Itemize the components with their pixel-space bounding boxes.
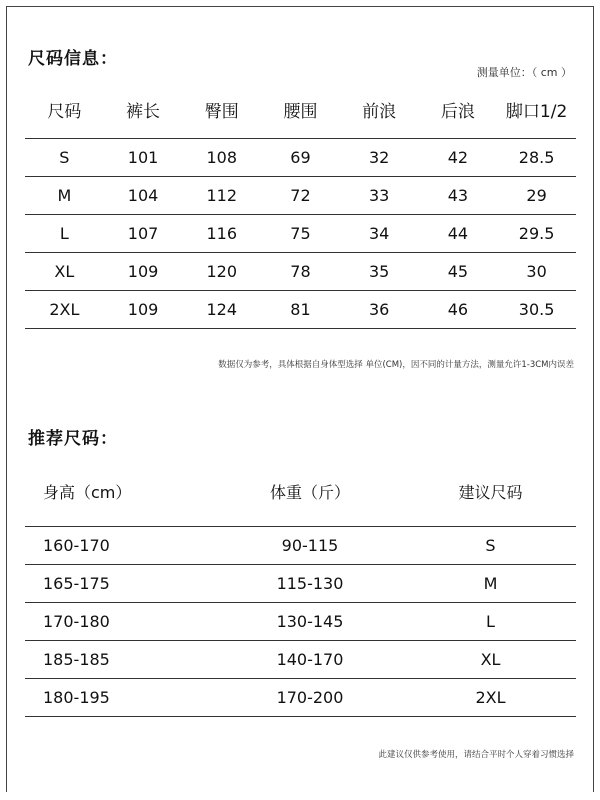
size-table-header xyxy=(25,80,576,139)
table-cell: 36 xyxy=(340,291,419,329)
table-row xyxy=(25,679,576,717)
table-cell: L xyxy=(405,603,576,641)
table-cell: XL xyxy=(25,253,104,291)
table-cell: 109 xyxy=(104,291,183,329)
table-cell: 185-185 xyxy=(25,641,215,679)
table-cell: 124 xyxy=(182,291,261,329)
table-cell: 2XL xyxy=(25,291,104,329)
header-hip: 臀围 xyxy=(182,80,261,139)
unit-note: 测量单位：（ cm ） xyxy=(476,66,572,79)
header-suggested-size: 建议尺码 xyxy=(405,456,576,527)
header-pants-length: 裤长 xyxy=(104,80,183,139)
table-cell: 2XL xyxy=(405,679,576,717)
table-cell: 180-195 xyxy=(25,679,215,717)
table-cell: 69 xyxy=(261,139,340,177)
table-cell: 72 xyxy=(261,177,340,215)
table-cell: 29.5 xyxy=(497,215,576,253)
table-cell: S xyxy=(405,527,576,565)
table-cell: 101 xyxy=(104,139,183,177)
header-front-rise: 前浪 xyxy=(340,80,419,139)
table-cell: 115-130 xyxy=(215,565,405,603)
table-cell: 90-115 xyxy=(215,527,405,565)
table-row xyxy=(25,603,576,641)
size-table xyxy=(25,80,576,329)
recommend-disclaimer: 此建议仅供参考使用，请结合平时个人穿着习惯选择 xyxy=(378,750,574,760)
table-cell: 108 xyxy=(182,139,261,177)
table-row xyxy=(25,215,576,253)
table-cell: 160-170 xyxy=(25,527,215,565)
table-cell: 30 xyxy=(497,253,576,291)
table-cell: 112 xyxy=(182,177,261,215)
table-cell: 34 xyxy=(340,215,419,253)
table-row xyxy=(25,565,576,603)
table-cell: 46 xyxy=(419,291,498,329)
table-cell: 28.5 xyxy=(497,139,576,177)
table-cell: 78 xyxy=(261,253,340,291)
recommend-title: 推荐尺码： xyxy=(28,429,118,449)
table-row xyxy=(25,641,576,679)
table-cell: 42 xyxy=(419,139,498,177)
table-cell: 35 xyxy=(340,253,419,291)
table-cell: 44 xyxy=(419,215,498,253)
table-cell: 170-200 xyxy=(215,679,405,717)
table-cell: 104 xyxy=(104,177,183,215)
table-row xyxy=(25,253,576,291)
size-disclaimer: 数据仅为参考，具体根据自身体型选择 单位(CM)，因不同的计量方法，测量允许1-3CM内误差 xyxy=(218,360,574,370)
table-cell: 109 xyxy=(104,253,183,291)
table-cell: 75 xyxy=(261,215,340,253)
table-cell: 140-170 xyxy=(215,641,405,679)
table-cell: 116 xyxy=(182,215,261,253)
header-back-rise: 后浪 xyxy=(419,80,498,139)
table-cell: 81 xyxy=(261,291,340,329)
table-cell: 43 xyxy=(419,177,498,215)
table-row xyxy=(25,139,576,177)
table-row xyxy=(25,177,576,215)
table-cell: 33 xyxy=(340,177,419,215)
header-height: 身高（cm） xyxy=(25,456,215,527)
header-waist: 腰围 xyxy=(261,80,340,139)
recommend-table-header xyxy=(25,456,576,527)
table-cell: 45 xyxy=(419,253,498,291)
table-cell: 130-145 xyxy=(215,603,405,641)
table-row xyxy=(25,527,576,565)
table-cell: 29 xyxy=(497,177,576,215)
header-weight: 体重（斤） xyxy=(215,456,405,527)
table-cell: 30.5 xyxy=(497,291,576,329)
table-cell: 120 xyxy=(182,253,261,291)
table-cell: M xyxy=(405,565,576,603)
table-cell: XL xyxy=(405,641,576,679)
table-cell: L xyxy=(25,215,104,253)
header-size: 尺码 xyxy=(25,80,104,139)
table-cell: 32 xyxy=(340,139,419,177)
header-leg-opening: 脚口1/2 xyxy=(497,80,576,139)
recommend-table xyxy=(25,456,576,717)
table-cell: S xyxy=(25,139,104,177)
table-cell: 165-175 xyxy=(25,565,215,603)
table-cell: 107 xyxy=(104,215,183,253)
table-cell: 170-180 xyxy=(25,603,215,641)
table-row xyxy=(25,291,576,329)
size-info-title: 尺码信息： xyxy=(28,49,118,69)
table-cell: M xyxy=(25,177,104,215)
